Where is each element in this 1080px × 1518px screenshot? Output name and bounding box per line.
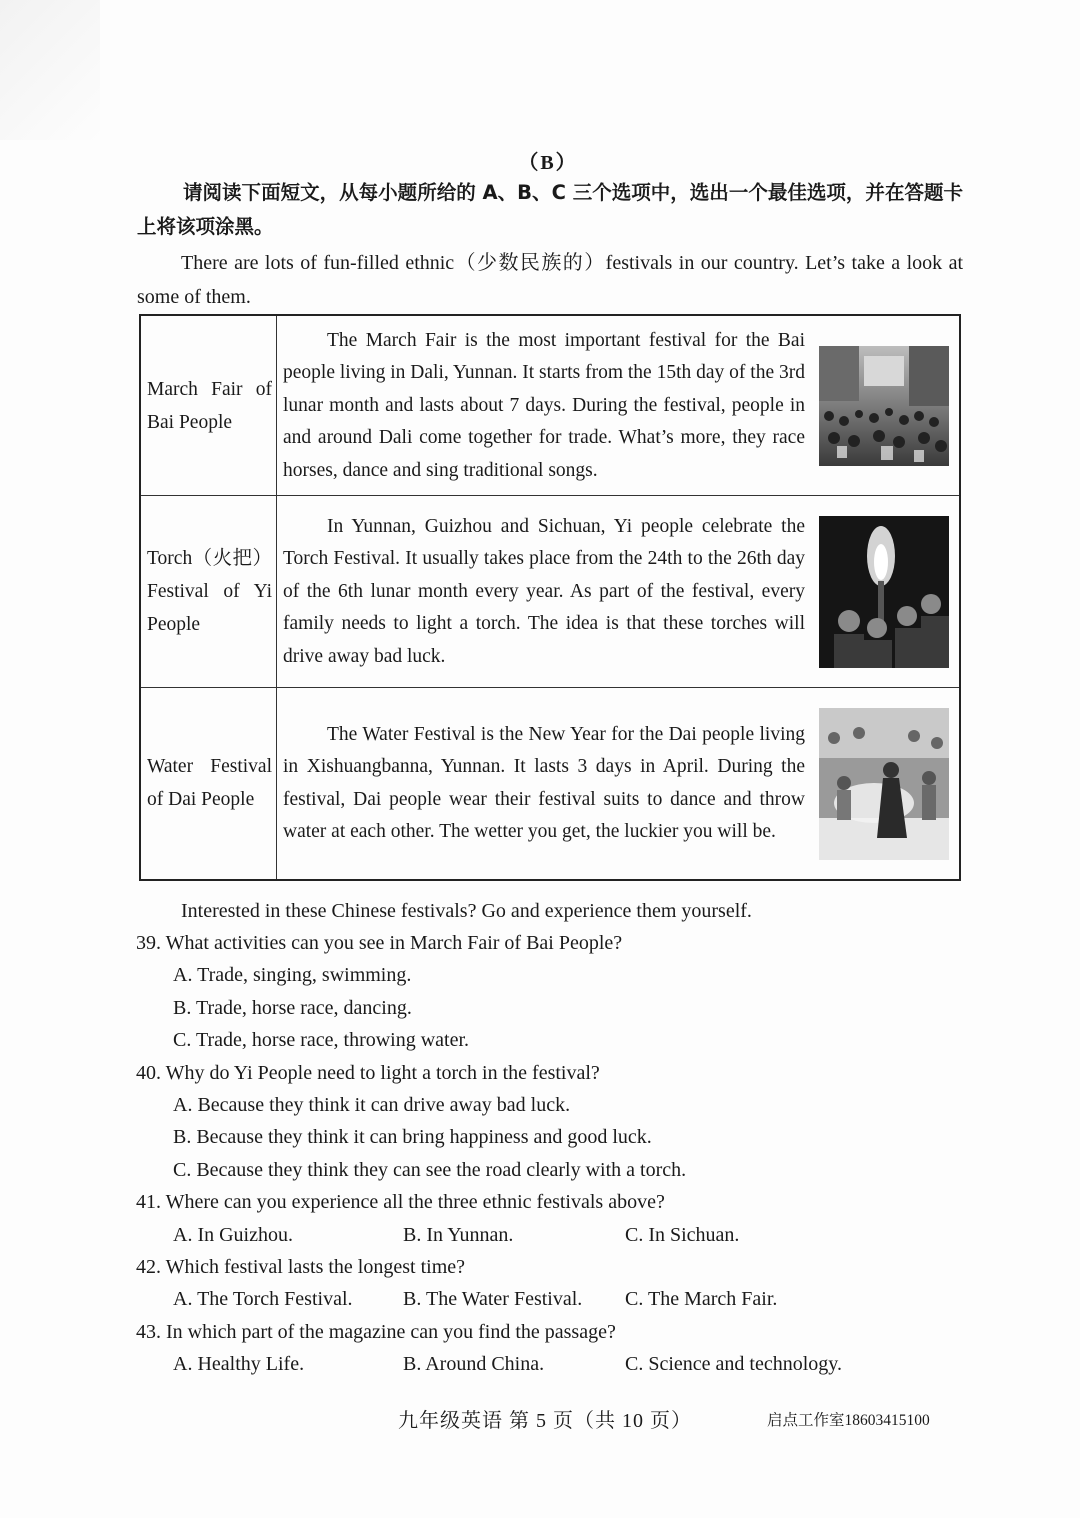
question-39 [136,927,976,1057]
festival-description: The March Fair is the most important festival for the Bai people living in Dali, Yunnan. It starts from the 15th day of the 3rd lunar month and lasts about 7 days. During the festival, people in and around Dali come together for trade. What’s more, they race horses, dance and sing traditional songs. [283,330,805,481]
option-row [136,1348,976,1380]
option-row [136,1219,976,1251]
studio-watermark: 启点工作室18603415100 [767,1412,930,1429]
question-stem: 42. Which festival lasts the longest time? [136,1255,466,1278]
festival-description: In Yunnan, Guizhou and Sichuan, Yi people celebrate the Torch Festival. It usually takes place from the 24th to the 26th day of the 6th lunar month every year. As part of the festival, every family needs to light a torch. The idea is that these torches will drive away bad luck. [283,516,805,667]
question-stem: 41. Where can you experience all the three ethnic festivals above? [136,1191,665,1214]
option-a[interactable]: A. In Guizhou. [173,1223,293,1246]
question-40 [136,1057,976,1187]
question-stem: 40. Why do Yi People need to light a torch in the festival? [136,1061,600,1084]
question-stem: 39. What activities can you see in March Fair of Bai People? [136,932,623,954]
section-title: （B） [518,152,578,174]
option-a[interactable]: A. Because they think it can drive away bad luck. [173,1093,571,1116]
festival-description: The Water Festival is the New Year for the Dai people living in Xishuangbanna, Yunnan. It lasts 3 days in April. During the festival, Dai people wear their festival suits to dance and throw water at each other. The wetter you get, the luckier you will be. [283,723,805,843]
option-b[interactable]: B. Because they think it can bring happiness and good luck. [173,1126,652,1149]
water-splash-photo [819,708,949,860]
option-b[interactable]: B. The Water Festival. [403,1288,583,1311]
option-c[interactable]: C. Science and technology. [625,1353,842,1376]
option-a[interactable]: A. Healthy Life. [173,1353,305,1376]
option-b[interactable]: B. Around China. [403,1353,545,1376]
option-a[interactable]: A. The Torch Festival. [173,1288,353,1311]
table-row [140,688,960,880]
option-b[interactable]: B. Trade, horse race, dancing. [173,996,412,1019]
option-a[interactable]: A. Trade, singing, swimming. [173,964,412,987]
intro-paragraph: There are lots of fun-filled ethnic（少数民族的）festivals in our country. Let’s take a look at some of them. [137,252,963,308]
option-c[interactable]: C. Trade, horse race, throwing water. [173,1029,470,1052]
closing-line: Interested in these Chinese festivals? Go and experience them yourself. [181,900,752,922]
festival-name: Torch（火把）Festival of Yi People [140,496,277,688]
question-42 [136,1251,976,1316]
question-list [136,927,976,1380]
scan-shadow [0,0,100,140]
option-row [136,1283,976,1315]
question-41 [136,1186,976,1251]
table-row [140,315,960,496]
festival-table [139,314,961,881]
festival-name: March Fair of Bai People [140,315,277,496]
option-c[interactable]: C. Because they think they can see the road clearly with a torch. [173,1158,687,1181]
table-row [140,496,960,688]
instructions: 请阅读下面短文，从每小题所给的 A、B、C 三个选项中，选出一个最佳选项，并在答题卡上将该项涂黑。 [137,181,963,238]
option-c[interactable]: C. In Sichuan. [625,1223,740,1246]
question-43 [136,1316,976,1381]
festival-name: Water Festival of Dai People [140,688,277,880]
option-b[interactable]: B. In Yunnan. [403,1223,514,1246]
torch-night-photo [819,516,949,668]
page-number-label: 九年级英语 第 5 页（共 10 页） [398,1410,692,1432]
option-c[interactable]: C. The March Fair. [625,1288,778,1311]
question-stem: 43. In which part of the magazine can you find the passage? [136,1320,616,1343]
market-crowd-photo [819,346,949,466]
